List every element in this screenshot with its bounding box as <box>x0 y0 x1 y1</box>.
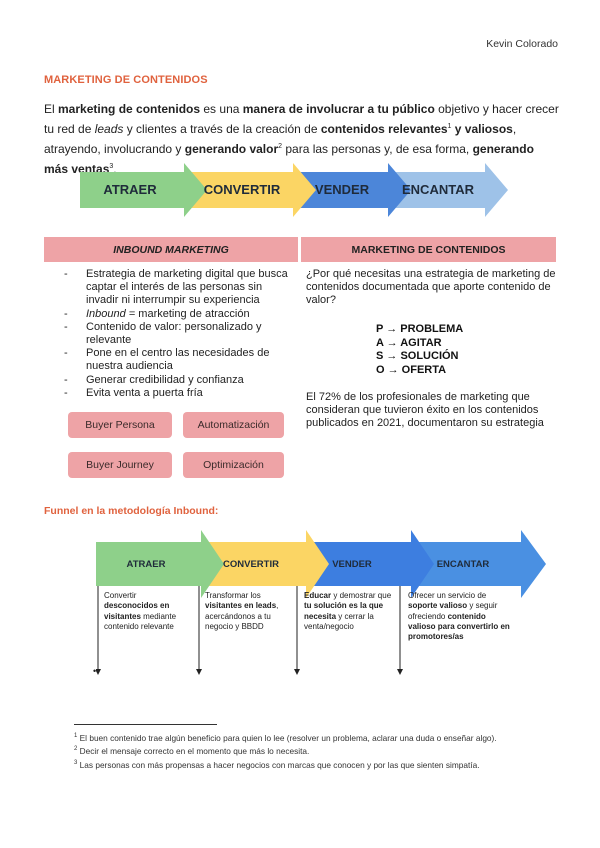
funnel-stage-encantar: ENCANTAR <box>436 559 490 570</box>
footnote-divider <box>74 724 217 725</box>
funnel-desc-encantar: Ofrecer un servicio de soporte valioso y seguir ofreciendo contenido valioso para convertirlo en promotores/as <box>408 591 510 642</box>
content-marketing-header: MARKETING DE CONTENIDOS <box>301 237 556 262</box>
inbound-bullet-list <box>64 268 294 400</box>
stages-arrow-diagram <box>80 160 510 220</box>
funnel-desc-vender: Educar y demostrar que tu solución es la que necesita y cerrar la venta/negocio <box>304 591 392 631</box>
list-item: - Estrategia de marketing digital que busca captar el interés de las personas sin invadir ni interrumpir su experiencia <box>64 268 294 308</box>
intro-paragraph: El marketing de contenidos es una manera de involucrar a tu público objetivo y hacer crecer tu red de leads y clientes a través de la creación de contenidos relevantes$^1$ y valiosos, atrayendo, involucrando y generando valor$^2$ para las personas y, de esa forma, generando más ventas$^3$. <box>44 102 559 176</box>
pill-buyer-journey: Buyer Journey <box>68 452 172 478</box>
pasos-item: P → PROBLEMA <box>376 323 464 335</box>
funnel-title: Funnel en la metodología Inbound: <box>44 505 219 517</box>
author-name: Kevin Colorado <box>486 38 558 50</box>
list-item: - Inbound = marketing de atracción <box>64 308 294 321</box>
pasos-item: S → SOLUCIÓN <box>376 350 459 362</box>
funnel-desc-convertir: Transformar los visitantes en leads, acercándonos a tu negocio y BBDD <box>205 591 279 631</box>
list-item: - Contenido de valor: personalizado y relevante <box>64 321 294 347</box>
footnote-3: $^3$ Las personas con más propensas a hacer negocios con marcas que conocen y por las que sienten simpatía. <box>74 759 480 770</box>
funnel-stage-convertir: CONVERTIR <box>223 559 279 570</box>
funnel-diagram <box>96 530 546 680</box>
footnote-1: $^1$ El buen contenido trae algún beneficio para quien lo lee (resolver un problema, aclarar una duda o enseñar algo). <box>74 732 497 743</box>
pasos-item: A → AGITAR <box>376 336 442 349</box>
stage-vender: VENDER <box>314 182 370 197</box>
stage-encantar: ENCANTAR <box>402 182 474 197</box>
inbound-marketing-header: INBOUND MARKETING <box>44 237 298 262</box>
list-item: - Pone en el centro las necesidades de nuestra audiencia <box>64 347 294 373</box>
stage-convertir: CONVERTIR <box>203 182 281 197</box>
section-title: MARKETING DE CONTENIDOS <box>44 74 208 86</box>
footnotes <box>74 731 554 771</box>
stray-bullet: • <box>93 666 97 676</box>
stage-atraer: ATRAER <box>103 182 157 197</box>
pill-optimizacion: Optimización <box>183 452 284 478</box>
funnel-stage-vender: VENDER <box>332 559 372 570</box>
strategy-stat: El 72% de los profesionales de marketing que consideran que tuvieron éxito en los contenidos publicados en 2021, documentaron su estrategia <box>306 391 544 430</box>
funnel-desc-atraer: Convertir desconocidos en visitantes mediante contenido relevante <box>104 591 177 631</box>
pill-buyer-persona: Buyer Persona <box>68 412 172 438</box>
footnote-2: $^2$ Decir el mensaje correcto en el momento que más lo necesita. <box>74 746 310 757</box>
list-item: - Generar credibilidad y confianza <box>64 374 294 387</box>
strategy-question: ¿Por qué necesitas una estrategia de marketing de contenidos documentada que aporte contenido de valor? <box>306 268 556 307</box>
pill-automatizacion: Automatización <box>183 412 284 438</box>
funnel-stage-atraer: ATRAER <box>126 559 166 570</box>
pasos-item: O → OFERTA <box>376 363 447 376</box>
list-item: - Evita venta a puerta fría <box>64 387 294 400</box>
pasos-list <box>376 323 463 377</box>
